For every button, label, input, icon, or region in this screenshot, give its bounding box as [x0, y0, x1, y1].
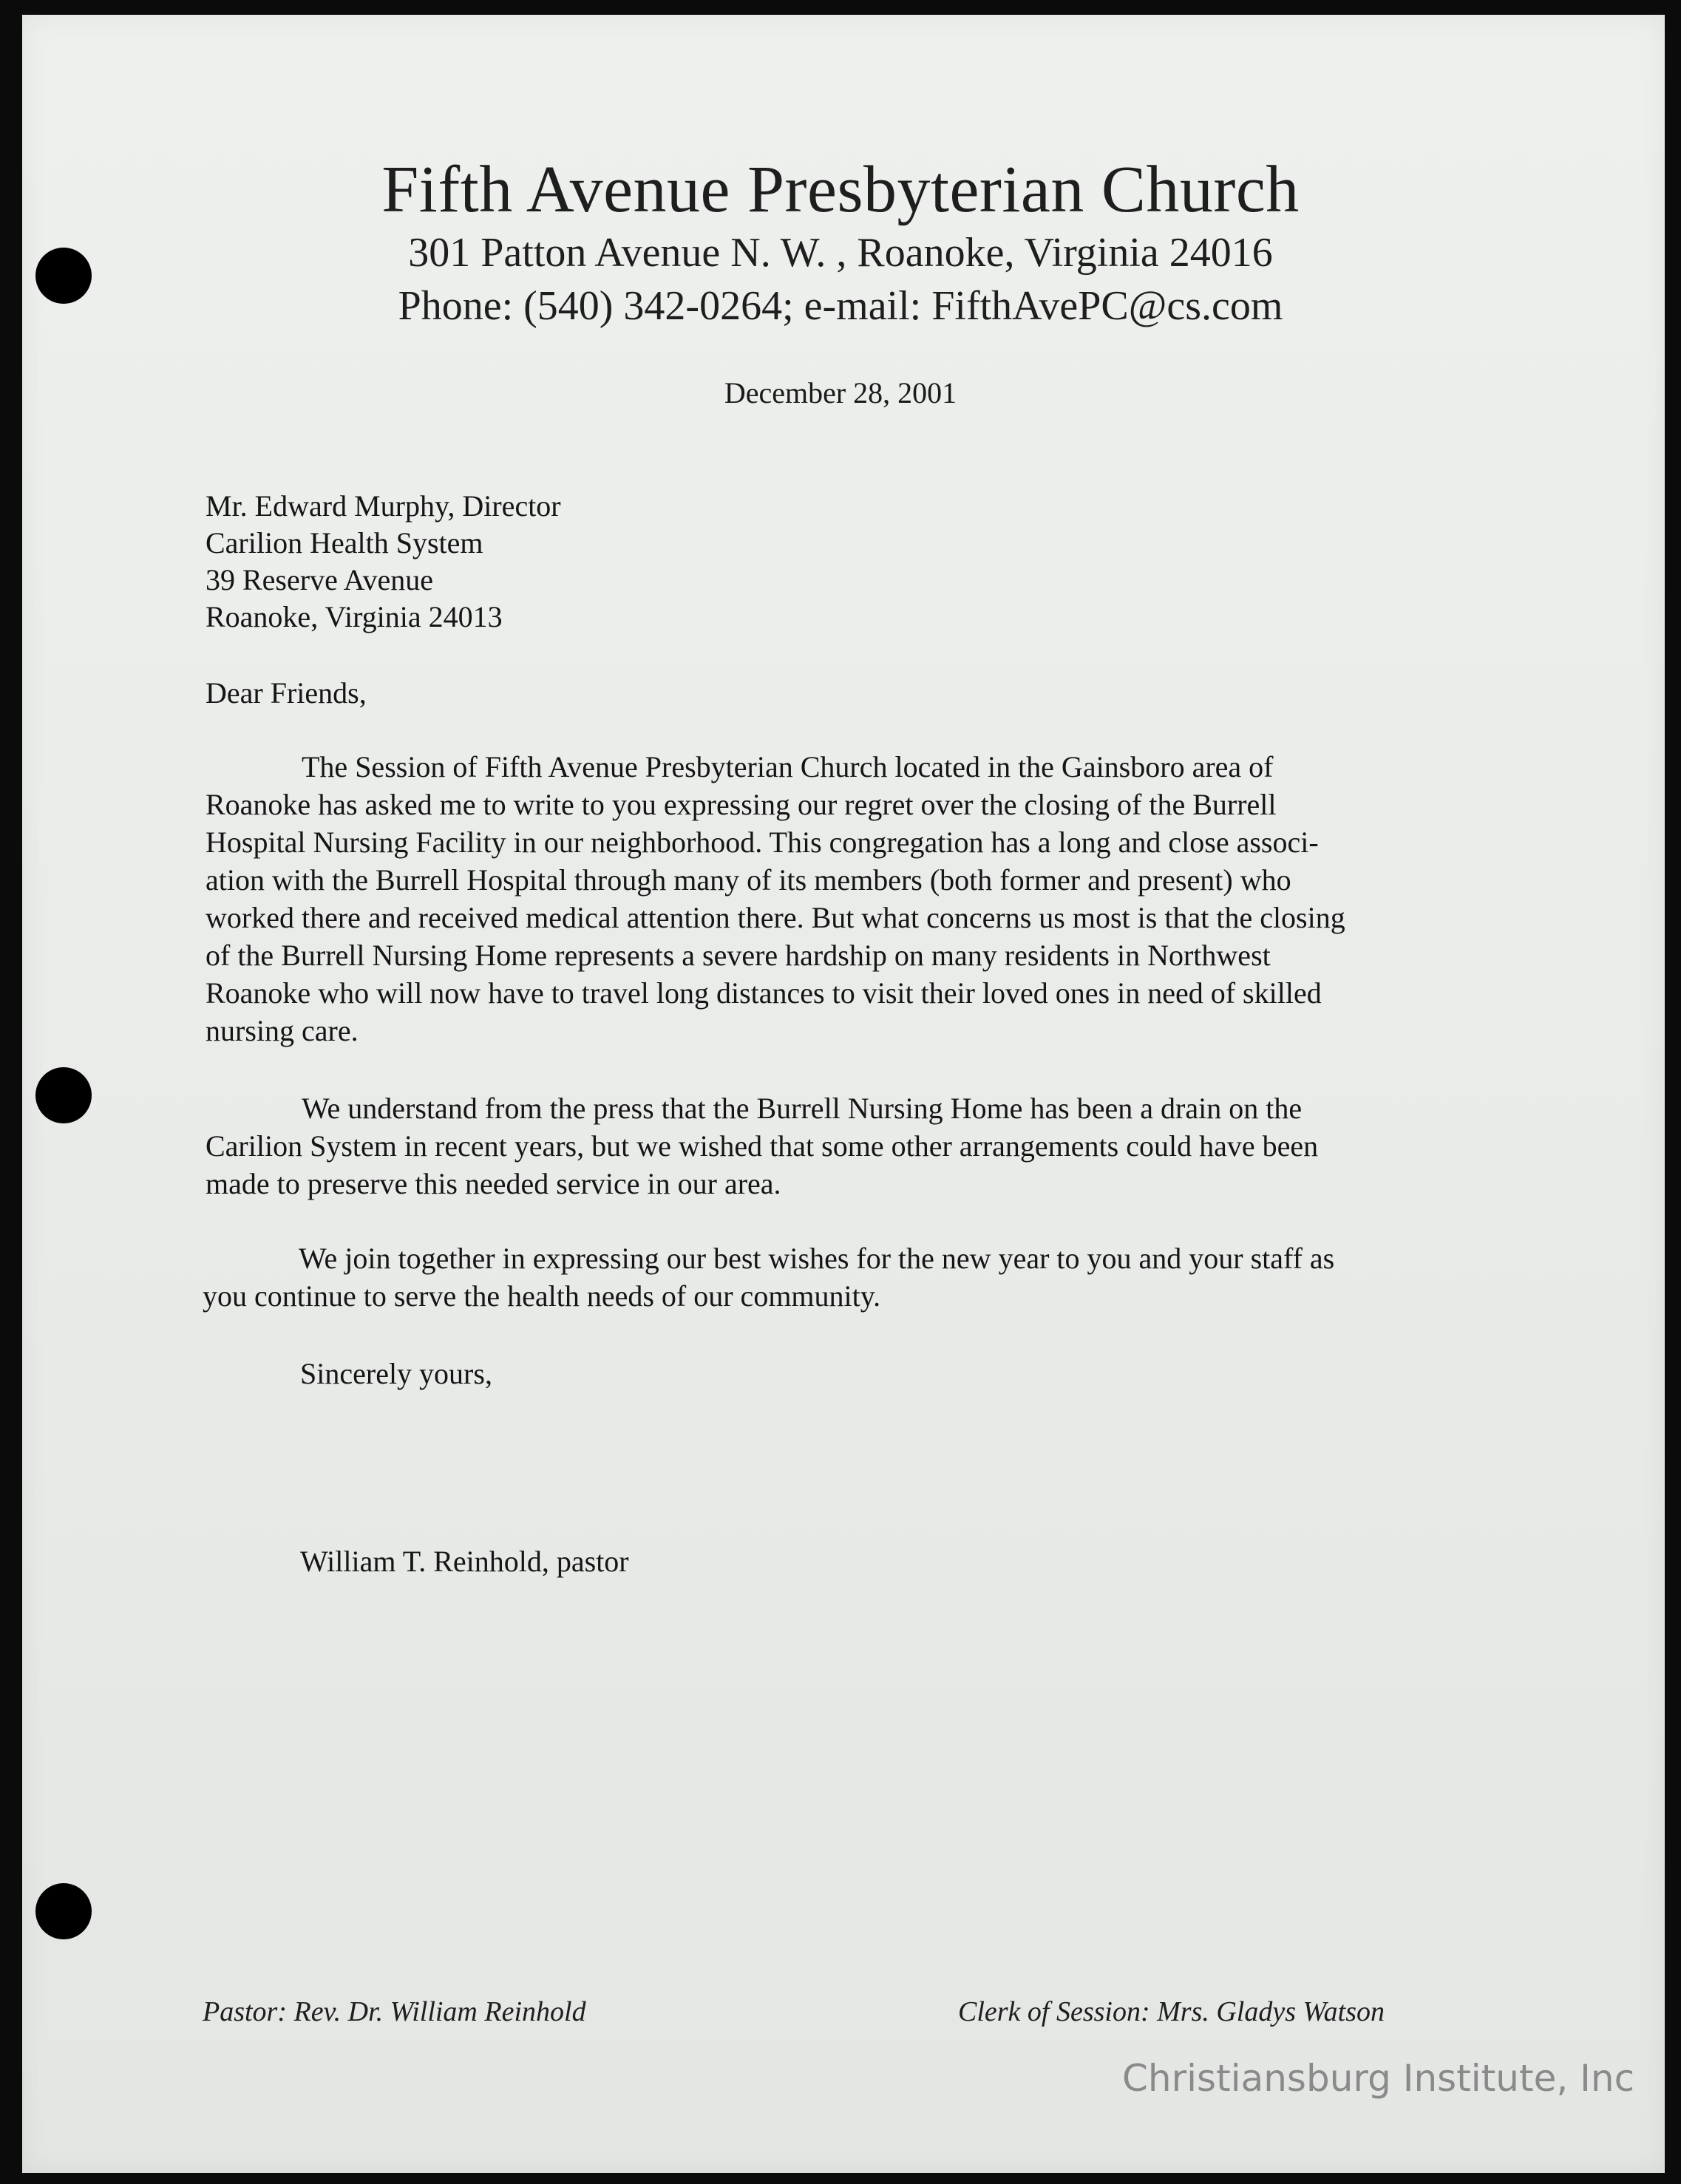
paragraph-line: nursing care.: [206, 1014, 359, 1047]
letterhead-address: 301 Patton Avenue N. W. , Roanoke, Virginia 24016: [408, 230, 1273, 276]
letterhead-contact: Phone: (540) 342-0264; e-mail: FifthAvePC@cs.com: [398, 283, 1283, 329]
footer-clerk: Clerk of Session: Mrs. Gladys Watson: [958, 1996, 1385, 2027]
body-paragraph: [206, 748, 1462, 1050]
paragraph-line: Roanoke has asked me to write to you expressing our regret over the closing of the Burrell: [206, 788, 1277, 821]
paragraph-line: We understand from the press that the Burrell Nursing Home has been a drain on the: [302, 1092, 1303, 1125]
closing: Sincerely yours,: [300, 1357, 492, 1390]
paragraph-line: Hospital Nursing Facility in our neighborhood. This congregation has a long and close associ-: [206, 826, 1319, 859]
paragraph-line: of the Burrell Nursing Home represents a severe hardship on many residents in Northwest: [206, 939, 1271, 972]
letterhead-church-name: Fifth Avenue Presbyterian Church: [381, 153, 1300, 226]
binder-hole: [35, 1883, 92, 1939]
signature-name: William T. Reinhold, pastor: [300, 1545, 629, 1578]
body-paragraph: [203, 1239, 1459, 1315]
paragraph-line: Roanoke who will now have to travel long distances to visit their loved ones in need of skilled: [206, 976, 1322, 1010]
recipient-address-block: [206, 488, 561, 636]
body-paragraph: [206, 1089, 1462, 1202]
paragraph-line: made to preserve this needed service in our area.: [206, 1167, 781, 1200]
binder-hole: [35, 1067, 92, 1123]
recipient-line: 39 Reserve Avenue: [206, 563, 434, 596]
paragraph-line: The Session of Fifth Avenue Presbyterian Church located in the Gainsboro area of: [302, 750, 1274, 783]
footer-pastor: Pastor: Rev. Dr. William Reinhold: [203, 1996, 586, 2027]
paragraph-line: We join together in expressing our best wishes for the new year to you and your staff as: [299, 1242, 1335, 1275]
archive-watermark: Christiansburg Institute, Inc: [1122, 2057, 1635, 2100]
recipient-line: Carilion Health System: [206, 526, 483, 559]
letter-date: December 28, 2001: [724, 376, 957, 409]
paragraph-line: Carilion System in recent years, but we wished that some other arrangements could have been: [206, 1129, 1319, 1163]
recipient-line: Mr. Edward Murphy, Director: [206, 489, 561, 523]
salutation: Dear Friends,: [206, 676, 367, 710]
paragraph-line: ation with the Burrell Hospital through many of its members (both former and present) who: [206, 863, 1291, 897]
recipient-line: Roanoke, Virginia 24013: [206, 600, 503, 633]
paragraph-line: you continue to serve the health needs of our community.: [203, 1279, 881, 1313]
paragraph-line: worked there and received medical attention there. But what concerns us most is that the closing: [206, 901, 1345, 934]
